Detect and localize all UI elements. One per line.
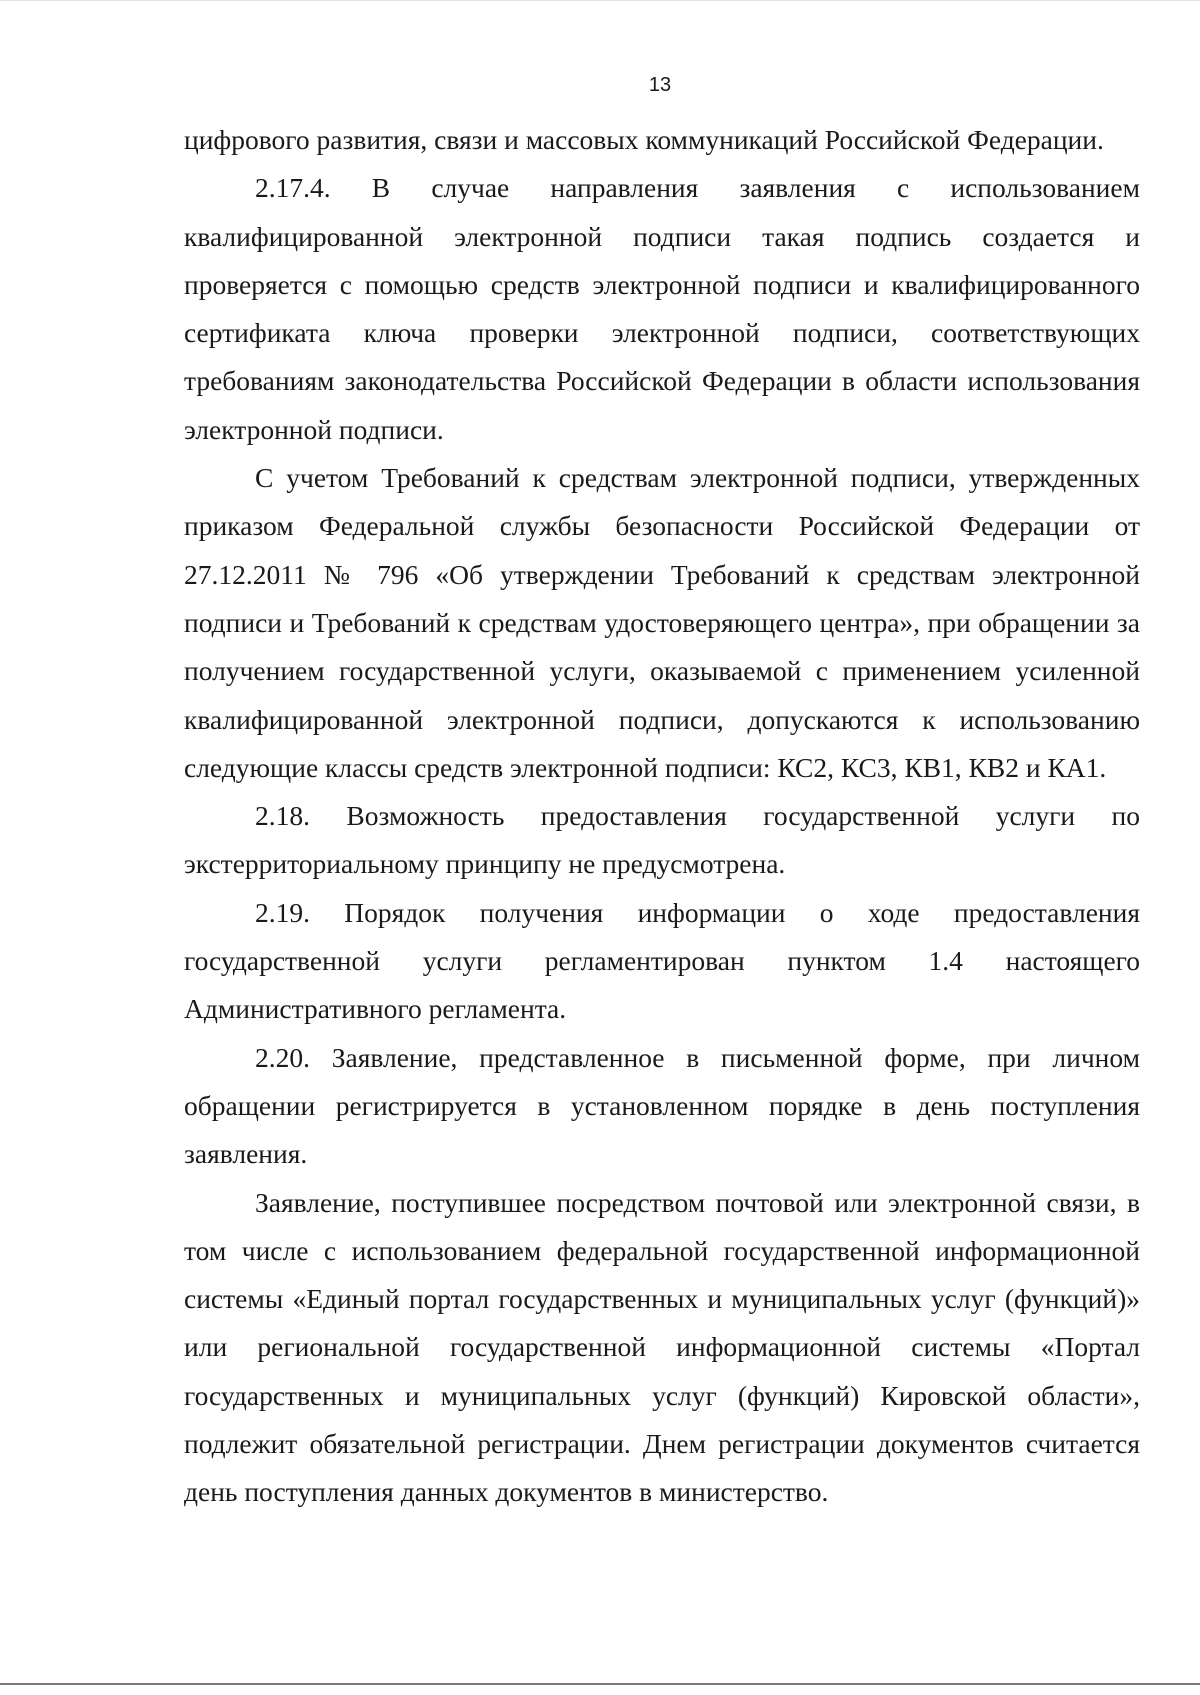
document-body bbox=[184, 116, 1140, 1517]
bottom-edge-line bbox=[0, 1683, 1200, 1685]
paragraph-2-18: 2.18. Возможность предоставления государственной услуги по экстерриториальному принципу не предусмотрена. bbox=[184, 800, 1140, 880]
page-number: 13 bbox=[648, 74, 672, 96]
top-edge-line bbox=[0, 0, 1200, 1]
paragraph-2-19: 2.19. Порядок получения информации о ходе предоставления государственной услуги регламентирован пунктом 1.4 настоящего Административного регламента. bbox=[184, 896, 1140, 1025]
paragraph-2-20: 2.20. Заявление, представленное в письменной форме, при личном обращении регистрируется в установленном порядке в день поступления заявления. bbox=[184, 1041, 1140, 1170]
paragraph-2-17-4: 2.17.4. В случае направления заявления с использованием квалифицированной электронной подписи такая подпись создается и проверяется с помощью средств электронной подписи и квалифицированного сертификата ключа проверки электронной подписи, соответствующих требованиям законодательства Российской Федерации в области использования электронной подписи. bbox=[184, 172, 1140, 445]
paragraph-signature-requirements: С учетом Требований к средствам электронной подписи, утвержденных приказом Федеральной службы безопасности Российской Федерации от 27.12.2011 № 796 «Об утверждении Требований к средствам электронной подписи и Требований к средствам удостоверяющего центра», при обращении за получением государственной услуги, оказываемой с применением усиленной квалифицированной электронной подписи, допускаются к использованию следующие классы средств электронной подписи: КС2, КС3, КВ1, КВ2 и КА1. bbox=[184, 462, 1140, 783]
paragraph-registration: Заявление, поступившее посредством почтовой или электронной связи, в том числе с использованием федеральной государственной информационной системы «Единый портал государственных и муниципальных услуг (функций)» или региональной государственной информационной системы «Портал государственных и муниципальных услуг (функций) Кировской области», подлежит обязательной регистрации. Днем регистрации документов считается день поступления данных документов в министерство. bbox=[184, 1186, 1140, 1508]
paragraph-continuation: цифрового развития, связи и массовых коммуникаций Российской Федерации. bbox=[184, 124, 1104, 155]
